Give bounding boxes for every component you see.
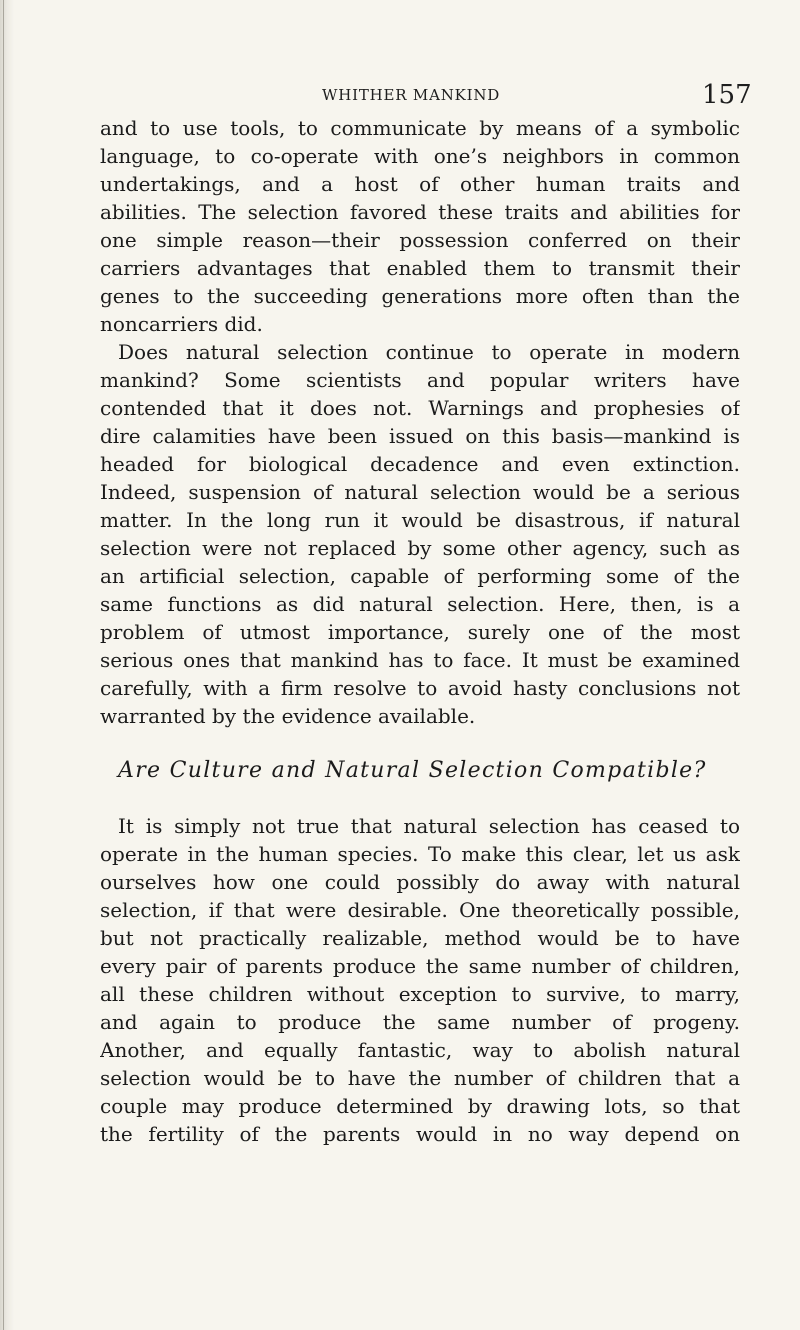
text-line: selection, if that were desirable. One theoretically possible, [100,898,740,922]
page-header [0,80,800,114]
running-head: WHITHER MANKIND [322,86,501,104]
text-line: operate in the human species. To make this clear, let us ask [100,842,740,866]
text-line: undertakings, and a host of other human traits and [100,172,740,196]
text-line: matter. In the long run it would be disastrous, if natural [100,508,740,532]
text-line: language, to co-operate with one’s neighbors in common [100,144,740,168]
page-binding-edge [0,0,14,1330]
text-line: every pair of parents produce the same number of children, [100,954,740,978]
text-line: carefully, with a firm resolve to avoid hasty conclusions not [100,676,740,700]
text-line: selection would be to have the number of children that a [100,1066,740,1090]
text-line: selection were not replaced by some other agency, such as [100,536,740,560]
text-line: but not practically realizable, method would be to have [100,926,740,950]
text-line: problem of utmost importance, surely one of the most [100,620,740,644]
text-line: contended that it does not. Warnings and prophesies of [100,396,740,420]
text-line: one simple reason—their possession conferred on their [100,228,740,252]
text-line: Does natural selection continue to operate in modern [118,340,740,364]
text-line: couple may produce determined by drawing lots, so that [100,1094,740,1118]
page-number: 157 [702,80,752,110]
text-line: mankind? Some scientists and popular writers have [100,368,740,392]
text-line: Another, and equally fantastic, way to abolish natural [100,1038,740,1062]
text-line: warranted by the evidence available. [100,704,476,728]
text-line: carriers advantages that enabled them to transmit their [100,256,740,280]
text-line: headed for biological decadence and even extinction. [100,452,740,476]
text-line: abilities. The selection favored these traits and abilities for [100,200,740,224]
text-line: Indeed, suspension of natural selection would be a serious [100,480,740,504]
text-line: serious ones that mankind has to face. It must be examined [100,648,740,672]
text-line: dire calamities have been issued on this basis—mankind is [100,424,740,448]
section-heading: Are Culture and Natural Selection Compatible? [118,758,707,783]
body-text-block-2 [100,812,740,1148]
text-line: and to use tools, to communicate by means of a symbolic [100,116,740,140]
text-line: noncarriers did. [100,312,263,336]
text-line: the fertility of the parents would in no way depend on [100,1122,740,1146]
text-line: ourselves how one could possibly do away with natural [100,870,740,894]
text-line: an artificial selection, capable of performing some of the [100,564,740,588]
text-line: and again to produce the same number of progeny. [100,1010,740,1034]
text-line: genes to the succeeding generations more often than the [100,284,740,308]
text-line: all these children without exception to survive, to marry, [100,982,740,1006]
text-line: It is simply not true that natural selection has ceased to [118,814,740,838]
body-text-block-1 [100,114,740,730]
text-line: same functions as did natural selection. Here, then, is a [100,592,740,616]
